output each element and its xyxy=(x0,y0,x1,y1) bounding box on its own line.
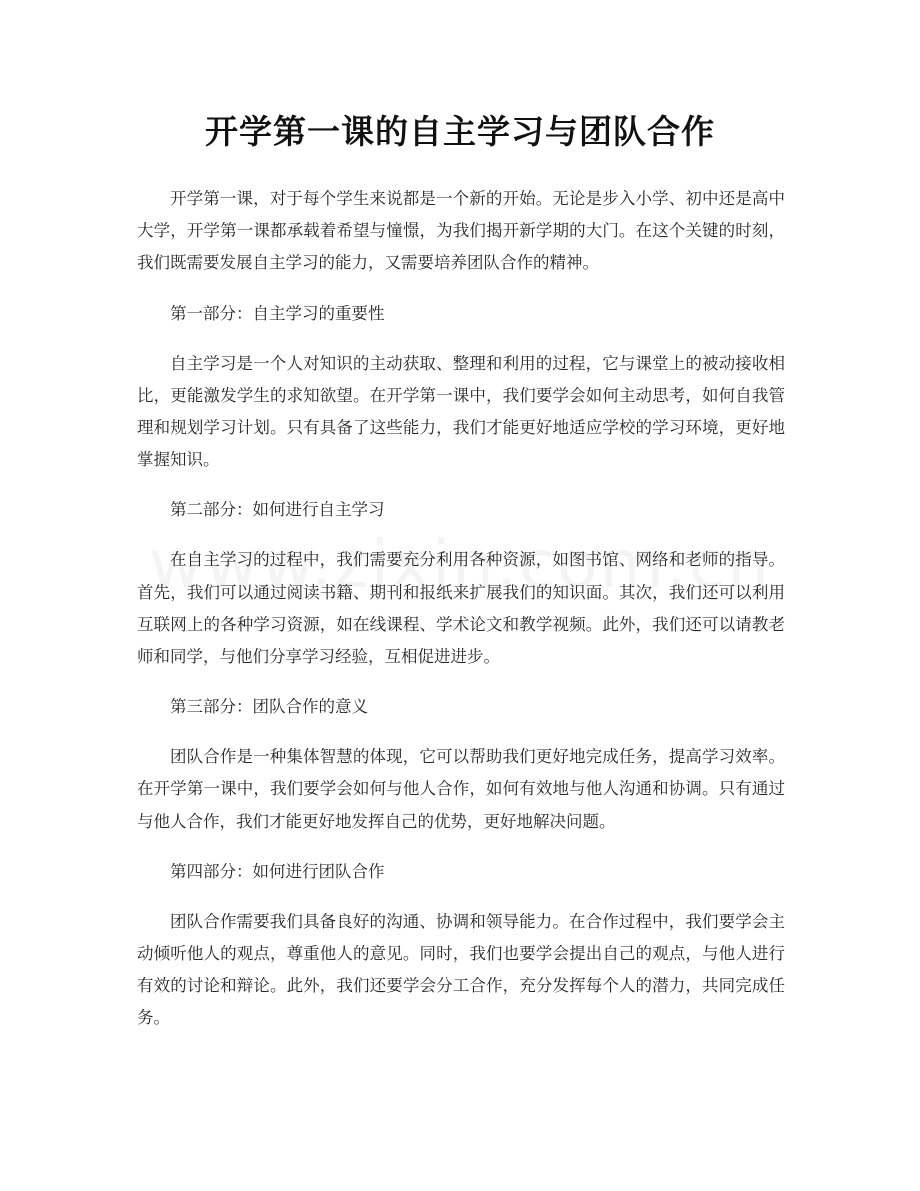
page-title: 开学第一课的自主学习与团队合作 xyxy=(205,112,715,151)
section-heading-1: 第一部分：自主学习的重要性 xyxy=(170,303,385,323)
section-heading-3: 第三部分：团队合作的意义 xyxy=(170,697,368,717)
section-paragraph-2: 在自主学习的过程中，我们需要充分利用各种资源，如图书馆、网络和老师的指导。首先，我们可以通过阅读书籍、期刊和报纸来扩展我们的知识面。其次，我们还可以利用互联网上的各种学习资源，如在线课程、学术论文和教学视频。此外，我们还可以请教老师和同学，与他们分享学习经验，互相促进进步。 xyxy=(137,550,785,667)
document-body xyxy=(137,183,785,1053)
section-heading-2: 第二部分：如何进行自主学习 xyxy=(170,500,385,520)
section-paragraph-1: 自主学习是一个人对知识的主动获取、整理和利用的过程，它与课堂上的被动接收相比，更能激发学生的求知欲望。在开学第一课中，我们要学会如何主动思考，如何自我管理和规划学习计划。只有具备了这些能力，我们才能更好地适应学校的学习环境，更好地掌握知识。 xyxy=(137,353,785,470)
section-heading-4: 第四部分：如何进行团队合作 xyxy=(170,861,385,881)
section-paragraph-4: 团队合作需要我们具备良好的沟通、协调和领导能力。在合作过程中，我们要学会主动倾听他人的观点，尊重他人的意见。同时，我们也要学会提出自己的观点，与他人进行有效的讨论和辩论。此外，我们还要学会分工合作，充分发挥每个人的潜力，共同完成任务。 xyxy=(137,911,785,1028)
intro-paragraph: 开学第一课，对于每个学生来说都是一个新的开始。无论是步入小学、初中还是高中大学，开学第一课都承载着希望与憧憬，为我们揭开新学期的大门。在这个关键的时刻，我们既需要发展自主学习的能力，又需要培养团队合作的精神。 xyxy=(137,189,785,273)
section-paragraph-3: 团队合作是一种集体智慧的体现，它可以帮助我们更好地完成任务，提高学习效率。在开学第一课中，我们要学会如何与他人合作，如何有效地与他人沟通和协调。只有通过与他人合作，我们才能更好地发挥自己的优势，更好地解决问题。 xyxy=(137,747,785,831)
